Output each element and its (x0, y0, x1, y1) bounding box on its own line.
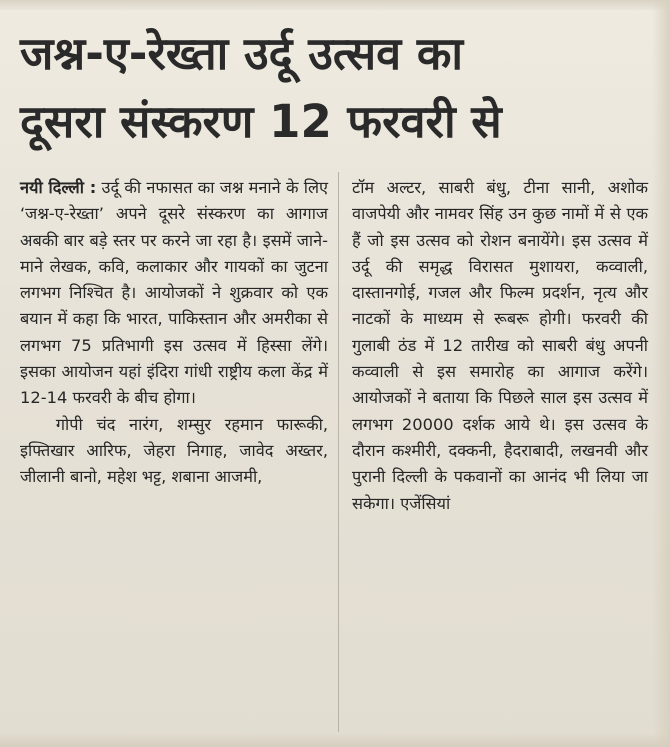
right-edge-shadow (652, 0, 670, 747)
continued-paragraph: टॉम अल्टर, साबरी बंधु, टीना सानी, अशोक वाजपेयी और नामवर सिंह उन कुछ नामों में से एक हैं जो इस उत्सव को रोशन बनायेंगे। इस उत्सव में उर्दू की समृद्ध विरासत मुशायरा, कव्वाली, दास्तानगोई, गजल और फिल्म प्रदर्शन, नृत्य और नाटकों के माध्यम से रूबरू होगी। फरवरी की गुलाबी ठंड में 12 तारीख को साबरी बंधु अपनी कव्वाली से इस समारोह का आगाज करेंगे। आयोजकों ने बताया कि पिछले साल इस उत्सव में लगभग 20000 दर्शक आये थे। इस उत्सव के दौरान कश्मीरी, दक्कनी, हैदराबादी, लखनवी और पुरानी दिल्ली के पकवानों का आनंद भी लिया जा सकेगा। एजेंसियां (352, 178, 648, 513)
headline-line-2: दूसरा संस्करण 12 फरवरी से (20, 95, 502, 148)
article-headline (20, 20, 650, 156)
article-column-left (20, 175, 328, 491)
dateline: नयी दिल्ली : (20, 178, 97, 197)
lead-paragraph-text: उर्दू की नफासत का जश्न मनाने के लिए ‘जश्न-ए-रेख्ता’ अपने दूसरे संस्करण का आगाज अबकी बार बड़े स्तर पर करने जा रहा है। इसमें जाने-माने लेखक, कवि, कलाकार और गायकों का जुटना लगभग निश्चित है। आयोजकों ने शुक्रवार को एक बयान में कहा कि भारत, पाकिस्तान और अमरीका से लगभग 75 प्रतिभागी इस उत्सव में हिस्सा लेंगे। इसका आयोजन यहां इंदिरा गांधी राष्ट्रीय कला केंद्र में 12-14 फरवरी के बीच होगा। (20, 178, 328, 408)
top-edge-strip (0, 0, 670, 10)
second-paragraph: गोपी चंद नारंग, शम्सुर रहमान फारूकी, इफ्तिखार आरिफ, जेहरा निगाह, जावेद अख्तर, जीलानी बानो, महेश भट्ट, शबाना आजमी, (20, 414, 328, 487)
lead-paragraph (20, 175, 328, 412)
bottom-edge-shadow (0, 733, 670, 747)
column-divider (338, 172, 339, 732)
headline-line-1: जश्न-ए-रेख्ता उर्दू उत्सव का (20, 27, 464, 80)
article-column-right (352, 175, 648, 517)
